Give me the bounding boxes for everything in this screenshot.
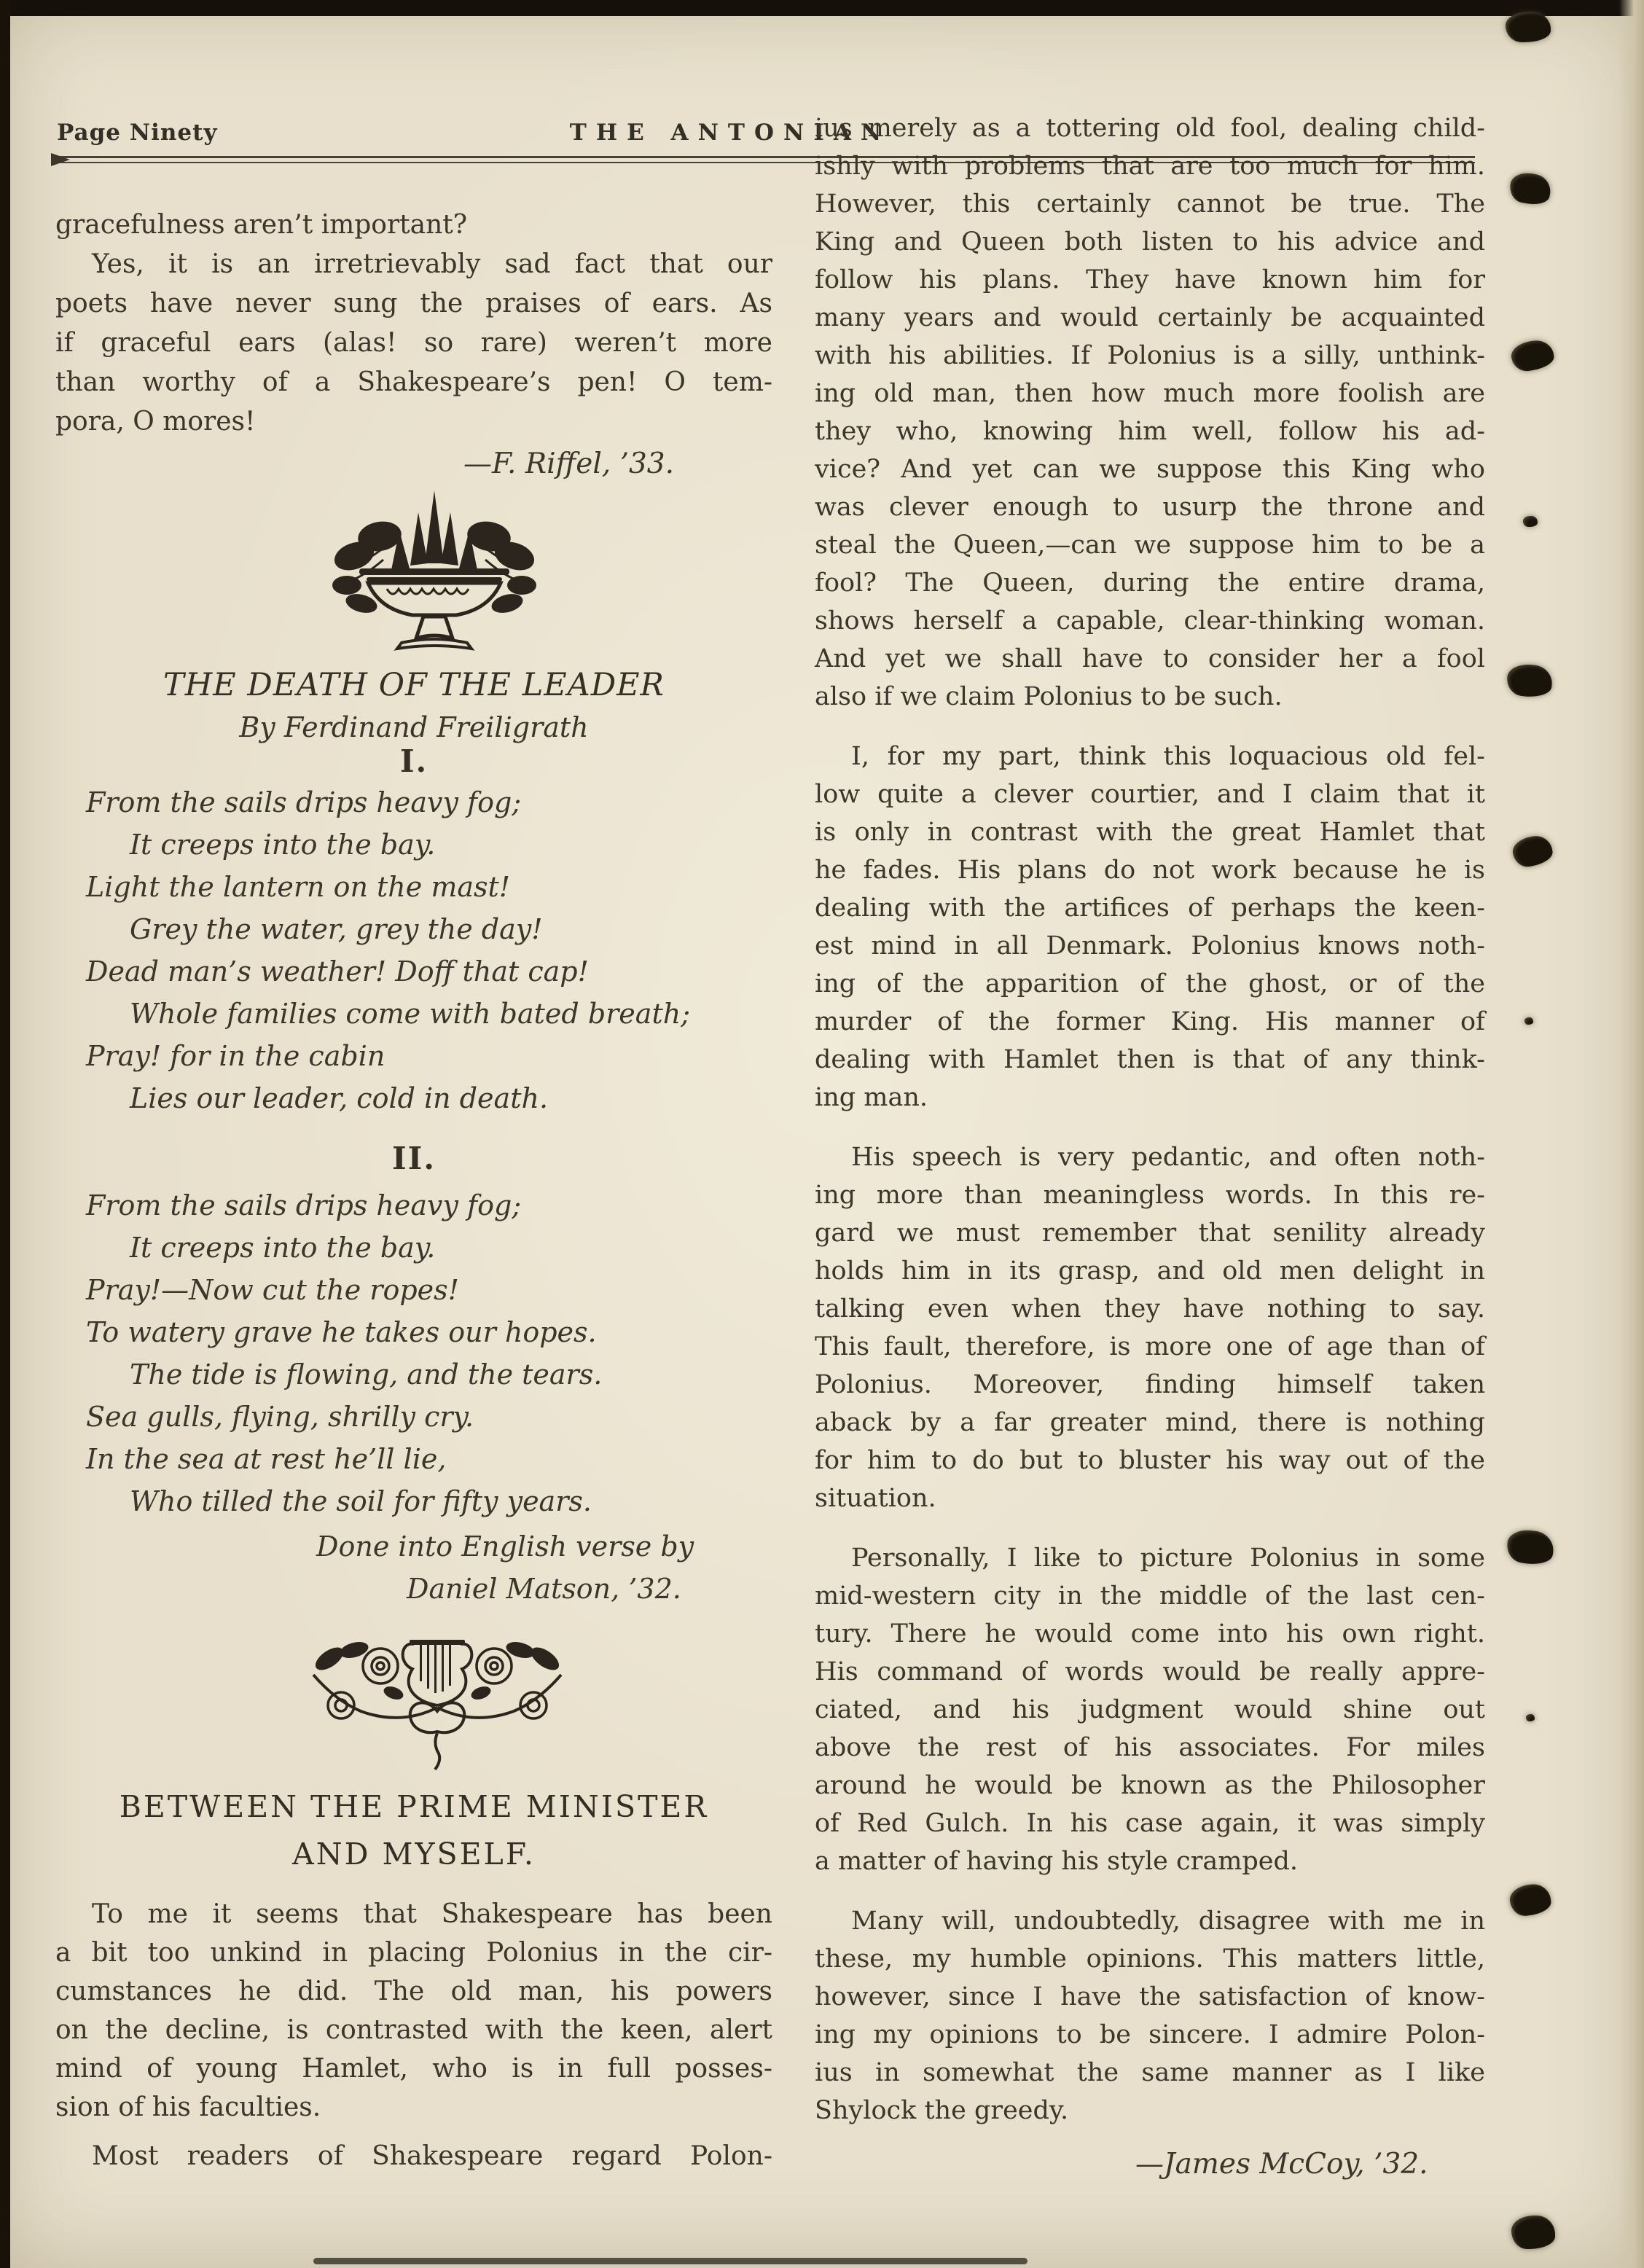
punch-hole — [1523, 516, 1538, 527]
essay-continuation — [55, 2137, 772, 2175]
stanza-numeral: II. — [392, 1141, 436, 1176]
essay-paragraph — [55, 1895, 772, 2127]
text-line: His command of words would be really appre- — [815, 1657, 1485, 1686]
text-line: To me it seems that Shakespeare has been — [92, 1899, 772, 1929]
punch-hole — [1511, 2216, 1555, 2249]
text-line: low quite a clever courtier, and I claim that it — [815, 780, 1485, 809]
text-line: From the sails drips heavy fog; — [86, 1189, 522, 1221]
text-line: Dead man’s weather! Doff that cap! — [86, 955, 589, 988]
essay-paragraph — [815, 1138, 1485, 1517]
essay-title-line: BETWEEN THE PRIME MINISTER — [119, 1789, 709, 1824]
text-line: dealing with Hamlet then is that of any think- — [815, 1045, 1485, 1074]
punch-hole — [1508, 1882, 1552, 1917]
text-line: ius in somewhat the same manner as I like — [815, 2058, 1485, 2087]
text-line: also if we claim Polonius to be such. — [815, 682, 1283, 711]
scan-edge-bottom — [313, 2258, 1028, 2264]
text-line: talking even when they have nothing to say. — [815, 1294, 1485, 1323]
text-line: Personally, I like to picture Polonius in some — [851, 1544, 1485, 1573]
translator-name: Daniel Matson, ’32. — [407, 1573, 681, 1605]
text-line: Pray! for in the cabin — [86, 1040, 385, 1072]
text-line: ciated, and his judgment would shine out — [815, 1695, 1485, 1724]
text-line: Polonius. Moreover, finding himself taken — [815, 1370, 1485, 1399]
text-line: he fades. His plans do not work because he is — [815, 856, 1485, 885]
text-line: Sea gulls, flying, shrilly cry. — [86, 1401, 474, 1433]
text-line: murder of the former King. His manner of — [815, 1007, 1485, 1036]
text-line: gracefulness aren’t important? — [55, 210, 468, 240]
text-line: ishly with problems that are too much for him. — [815, 152, 1485, 181]
essay-paragraph — [815, 109, 1485, 716]
author-signature: —F. Riffel, ’33. — [463, 447, 675, 480]
text-line: fool? The Queen, during the entire drama, — [815, 568, 1485, 598]
essay-title-line: AND MYSELF. — [292, 1837, 536, 1872]
text-line: mind of young Hamlet, who is in full posses- — [55, 2054, 772, 2084]
text-line: ing man. — [815, 1083, 928, 1112]
text-line: a matter of having his style cramped. — [815, 1847, 1299, 1876]
text-line: of Red Gulch. In his case again, it was simply — [815, 1809, 1485, 1838]
text-line: poets have never sung the praises of ears. As — [55, 289, 772, 318]
right-column — [815, 109, 1485, 2183]
text-line: It creeps into the bay. — [130, 1232, 436, 1264]
text-line: From the sails drips heavy fog; — [86, 786, 522, 818]
text-line: they who, knowing him well, follow his ad- — [815, 417, 1485, 446]
text-line: To watery grave he takes our hopes. — [86, 1316, 597, 1348]
text-line: on the decline, is contrasted with the keen, alert — [55, 2015, 772, 2045]
text-line: Light the lantern on the mast! — [86, 871, 511, 903]
text-line: vice? And yet can we suppose this King who — [815, 455, 1485, 484]
text-line: This fault, therefore, is more one of age than of — [815, 1332, 1485, 1361]
text-line: Lies our leader, cold in death. — [130, 1082, 549, 1114]
stanza-numeral: I. — [399, 743, 428, 779]
poem-byline: By Ferdinand Freiligrath — [239, 711, 589, 743]
text-line: shows herself a capable, clear-thinking woman. — [815, 606, 1485, 636]
text-line: However, this certainly cannot be true. The — [815, 189, 1485, 219]
page-number-label: Page Ninety — [57, 120, 218, 146]
text-line: ing more than meaningless words. In this re- — [815, 1181, 1485, 1210]
text-line: with his abilities. If Polonius is a silly, unthink- — [815, 341, 1485, 370]
text-line: Yes, it is an irretrievably sad fact that our — [92, 249, 772, 279]
text-line: is only in contrast with the great Hamlet that — [815, 818, 1485, 847]
lyre-ornament-icon — [291, 1624, 583, 1776]
text-line: I, for my part, think this loquacious old fel- — [851, 742, 1485, 771]
text-line: Who tilled the soil for fifty years. — [130, 1485, 592, 1517]
text-line: It creeps into the bay. — [130, 829, 436, 861]
punch-hole — [1507, 170, 1554, 208]
text-line: Shylock the greedy. — [815, 2096, 1069, 2125]
poem-stanza-2 — [55, 1184, 772, 1522]
text-line: a bit too unkind in placing Polonius in the cir- — [55, 1938, 772, 1968]
text-line: ing old man, then how much more foolish are — [815, 379, 1485, 408]
text-line: cumstances he did. The old man, his powers — [55, 1976, 772, 2006]
text-line: Most readers of Shakespeare regard Polon- — [92, 2141, 772, 2171]
essay-paragraph — [815, 1539, 1485, 1880]
text-line: est mind in all Denmark. Polonius knows noth- — [815, 931, 1485, 961]
punch-hole — [1524, 1017, 1533, 1025]
text-line: around he would be known as the Philosopher — [815, 1771, 1485, 1800]
text-line: for him to do but to bluster his way out of the — [815, 1446, 1485, 1475]
rule-arrow-ornament — [51, 153, 70, 166]
text-line: gard we must remember that senility already — [815, 1219, 1485, 1248]
poem-title: THE DEATH OF THE LEADER — [163, 667, 665, 703]
text-line: these, my humble opinions. This matters little, — [815, 1944, 1485, 1974]
text-line: His speech is very pedantic, and often noth- — [851, 1143, 1485, 1172]
masthead-title: THE ANTONIAN — [569, 120, 891, 146]
text-line: Whole families come with bated breath; — [130, 998, 690, 1030]
text-line: mid-western city in the middle of the last cen- — [815, 1581, 1485, 1611]
text-line: ing my opinions to be sincere. I admire Polon- — [815, 2020, 1485, 2049]
poem-stanza-1 — [55, 781, 772, 1119]
intro-continuation — [55, 206, 772, 245]
punch-hole — [1526, 1714, 1535, 1721]
punch-hole — [1505, 1527, 1556, 1567]
text-line: follow his plans. They have known him for — [815, 265, 1485, 294]
scan-edge-left — [0, 0, 10, 2268]
fountain-ornament-icon — [314, 487, 555, 661]
text-line: Many will, undoubtedly, disagree with me in — [851, 1907, 1485, 1936]
text-line: King and Queen both listen to his advice and — [815, 227, 1485, 257]
text-line: sion of his faculties. — [55, 2092, 321, 2122]
text-line: dealing with the artifices of perhaps the keen- — [815, 893, 1485, 923]
text-line: many years and would certainly be acquainted — [815, 303, 1485, 332]
text-line: situation. — [815, 1484, 936, 1513]
text-line: was clever enough to usurp the throne and — [815, 493, 1485, 522]
punch-hole — [1506, 12, 1551, 42]
essay-paragraph — [815, 738, 1485, 1117]
text-line: ius merely as a tottering old fool, dealing child- — [815, 114, 1485, 143]
author-signature: —James McCoy, ’32. — [1135, 2148, 1428, 2181]
punch-hole — [1506, 662, 1554, 699]
punch-hole — [1509, 338, 1555, 373]
text-line: In the sea at rest he’ll lie, — [86, 1443, 447, 1475]
scan-edge-top — [0, 0, 1644, 16]
text-line: And yet we shall have to consider her a fool — [815, 644, 1485, 673]
text-line: pora, O mores! — [55, 407, 256, 437]
text-line: tury. There he would come into his own right. — [815, 1619, 1485, 1649]
text-line: Grey the water, grey the day! — [130, 913, 543, 945]
text-line: however, since I have the satisfaction of know- — [815, 1982, 1485, 2011]
essay-paragraph — [815, 1902, 1485, 2130]
text-line: holds him in its grasp, and old men delight in — [815, 1256, 1485, 1286]
text-line: ing of the apparition of the ghost, or of the — [815, 969, 1485, 998]
scan-edge-right — [1619, 0, 1644, 2268]
text-line: The tide is flowing, and the tears. — [130, 1358, 603, 1391]
text-line: steal the Queen,—can we suppose him to be a — [815, 531, 1485, 560]
text-line: than worthy of a Shakespeare’s pen! O tem- — [55, 367, 772, 397]
translator-credit: Done into English verse by — [316, 1530, 694, 1563]
text-line: above the rest of his associates. For miles — [815, 1733, 1485, 1762]
text-line: if graceful ears (alas! so rare) weren’t more — [55, 328, 772, 358]
punch-hole — [1511, 834, 1554, 869]
intro-paragraph — [55, 245, 772, 442]
text-line: aback by a far greater mind, there is nothing — [815, 1408, 1485, 1437]
text-line: Pray!—Now cut the ropes! — [86, 1274, 459, 1306]
